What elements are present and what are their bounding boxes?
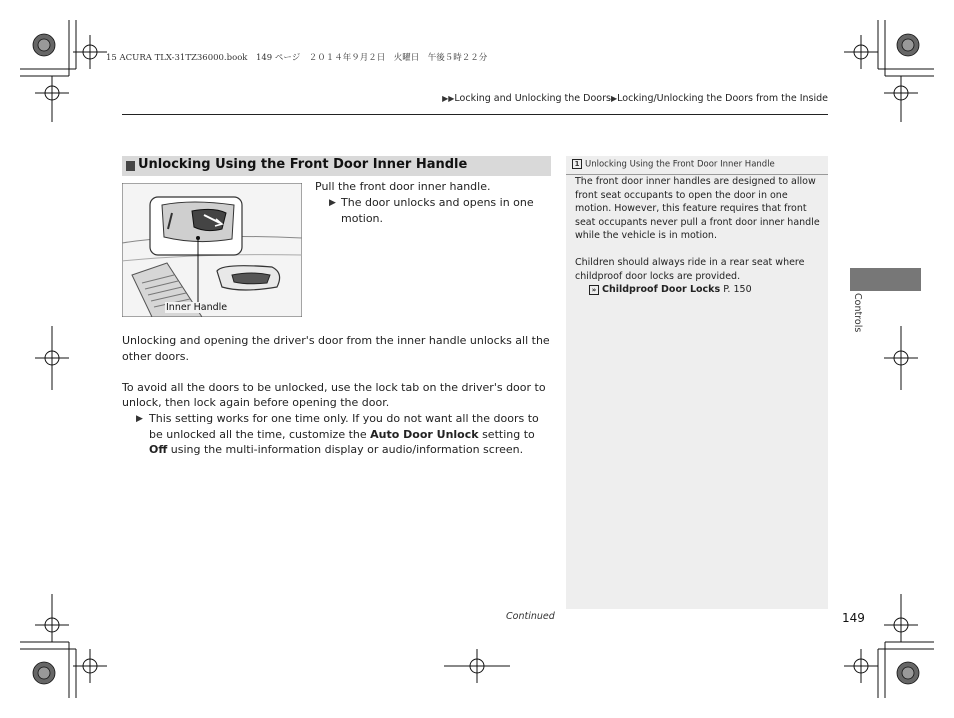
body-note <box>122 411 554 458</box>
step-result-block <box>315 195 545 227</box>
sidebar-reference[interactable] <box>575 283 821 297</box>
header-divider <box>122 114 828 115</box>
step-result: The door unlocks and opens in one motion. <box>341 196 534 225</box>
continued-label: Continued <box>506 611 555 622</box>
sidebar-body <box>575 175 821 297</box>
breadcrumb-level1[interactable]: Locking and Unlocking the Doors <box>454 93 611 104</box>
page-number: 149 <box>842 611 865 625</box>
reference-link-icon: » <box>589 285 599 295</box>
reference-label[interactable]: Childproof Door Locks <box>602 284 721 295</box>
off-setting: Off <box>149 443 168 457</box>
section-title: Unlocking Using the Front Door Inner Handle <box>138 157 468 172</box>
sidebar-paragraph-1: The front door inner handles are designed to allow front seat occupants to open the door in one motion. However, this feature requires that front seat occupants never pull a front door inner handle while the vehicle is in motion. <box>575 176 820 241</box>
step-instruction: Pull the front door inner handle. <box>315 180 491 193</box>
step-instructions <box>315 179 545 227</box>
sidebar-title-text: Unlocking Using the Front Door Inner Handle <box>585 159 775 170</box>
double-arrow-icon: ▶▶ <box>442 94 455 103</box>
body-paragraph-1: Unlocking and opening the driver's door from the inner handle unlocks all the other doors. <box>122 334 550 363</box>
note-part2: setting to <box>478 427 535 441</box>
chapter-tab-label: Controls <box>852 293 863 333</box>
note-part1: This setting works for one time only. If you do not want all the doors to be unlocked all the time, customize the <box>149 411 539 441</box>
arrow-icon: ▶ <box>610 94 618 103</box>
section-square-icon <box>126 161 135 171</box>
note-part3: using the multi-information display or audio/information screen. <box>167 443 524 457</box>
reference-page[interactable]: P. 150 <box>723 284 752 295</box>
chapter-tab <box>850 268 921 291</box>
section-header <box>122 156 551 176</box>
breadcrumb-level2[interactable]: Locking/Unlocking the Doors from the Inside <box>617 93 828 104</box>
auto-door-unlock-setting: Auto Door Unlock <box>370 427 479 441</box>
sidebar-title <box>572 159 775 170</box>
triangle-bullet-icon: ▶ <box>136 413 143 424</box>
sidebar-paragraph-2: Children should always ride in a rear seat where childproof door locks are provided. <box>575 257 805 282</box>
body-text <box>122 333 554 458</box>
sidebar-header <box>566 156 828 175</box>
door-handle-illustration <box>122 183 302 317</box>
note-ref-icon: 1 <box>572 159 582 169</box>
body-paragraph-2: To avoid all the doors to be unlocked, use the lock tab on the driver's door to unlock, then lock again before opening the door. <box>122 380 546 410</box>
sidebar-note <box>566 156 828 609</box>
breadcrumb <box>442 93 828 104</box>
figure-label: Inner Handle <box>166 302 228 313</box>
triangle-bullet-icon: ▶ <box>329 198 336 208</box>
print-header: 15 ACURA TLX-31TZ36000.book 149 ページ ２０１４年９月２日 火曜日 午後５時２２分 <box>106 53 488 63</box>
